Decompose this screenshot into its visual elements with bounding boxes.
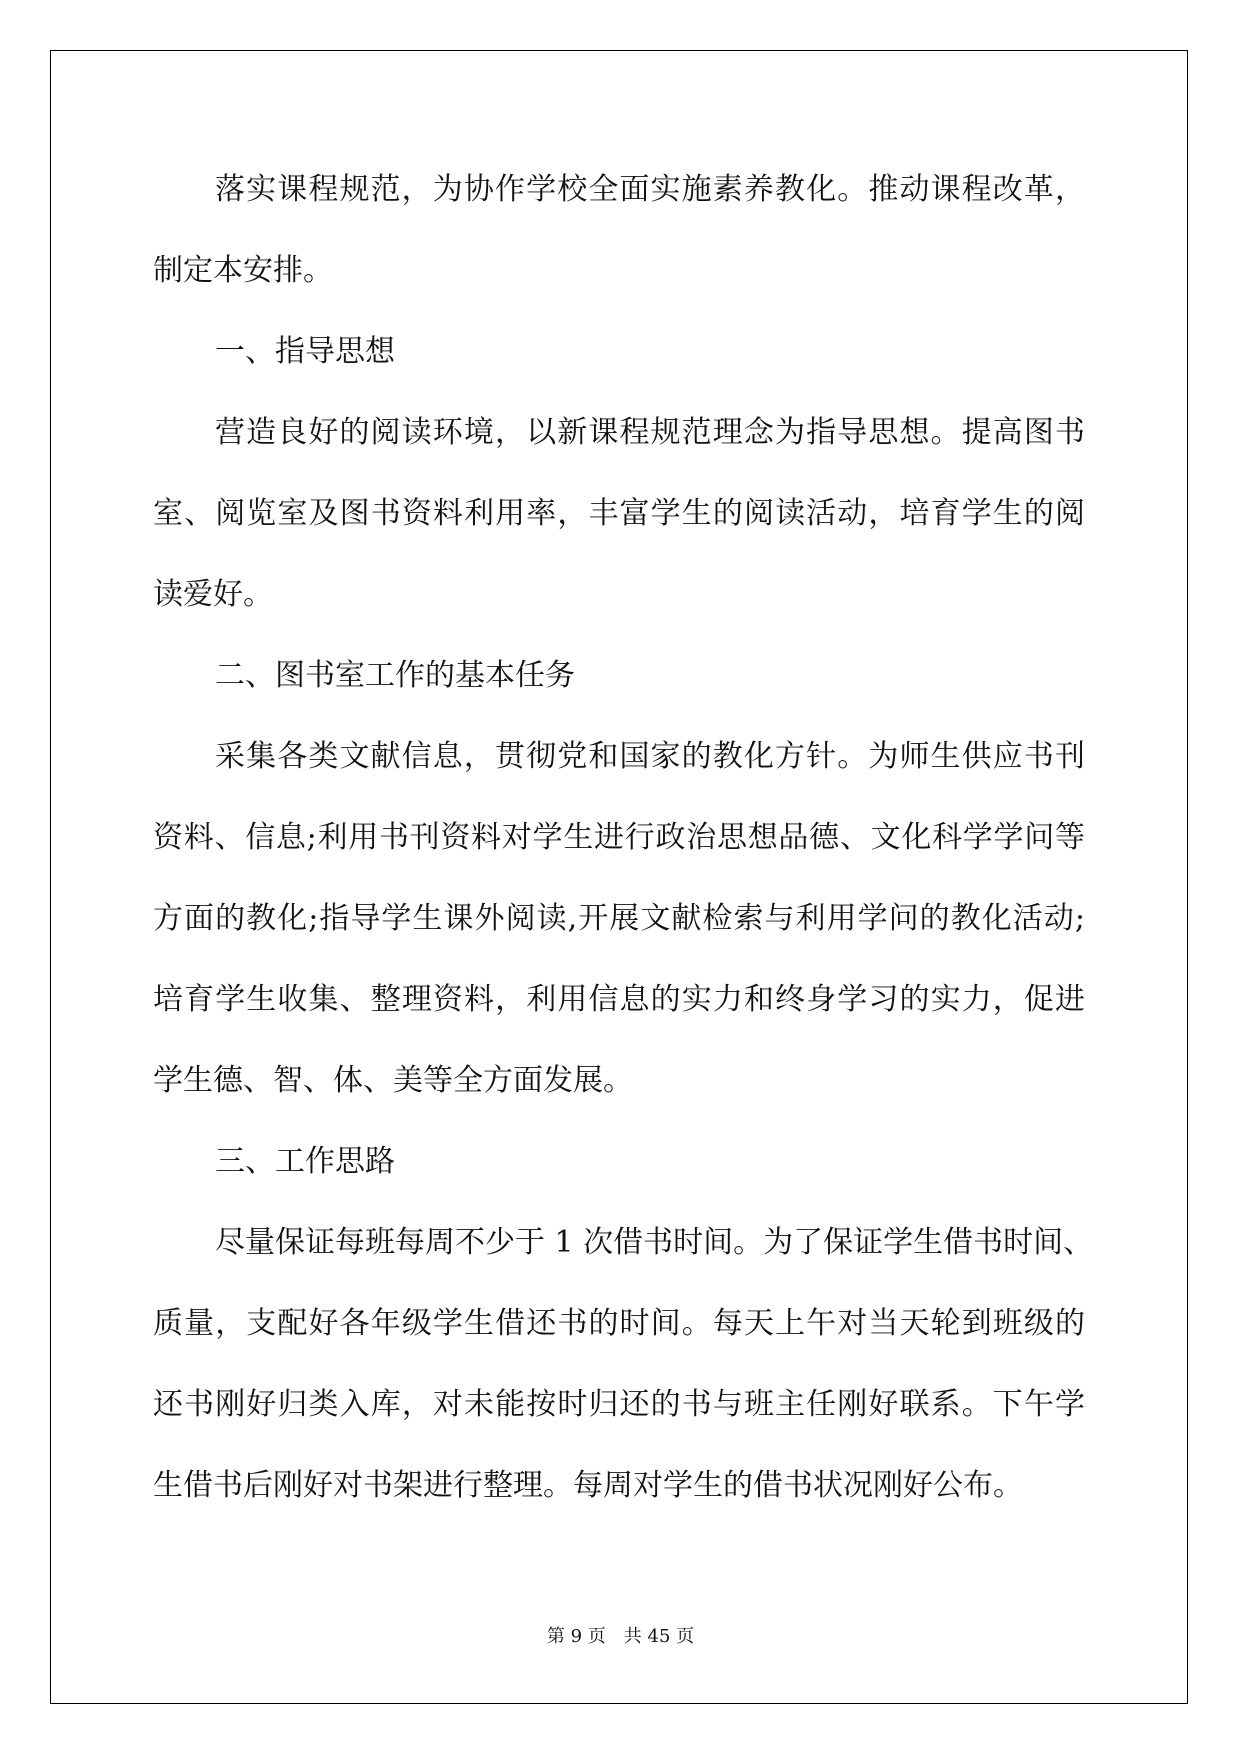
page-footer: 第 9 页 共 45 页 (546, 1626, 695, 1647)
paragraph-line: 采集各类文献信息，贯彻党和国家的教化方针。为师生供应书刊 (215, 739, 1085, 774)
section-heading: 二、图书室工作的基本任务 (215, 658, 575, 693)
paragraph-line: 还书刚好归类入库，对未能按时归还的书与班主任刚好联系。下午学 (153, 1387, 1085, 1422)
paragraph-line: 尽量保证每班每周不少于 1 次借书时间。为了保证学生借书时间、 (215, 1225, 1094, 1260)
document-body (153, 168, 1094, 1545)
paragraph-line: 制定本安排。 (153, 253, 333, 288)
section-heading: 三、工作思路 (215, 1144, 395, 1179)
paragraph-line: 室、阅览室及图书资料利用率，丰富学生的阅读活动，培育学生的阅 (153, 496, 1085, 531)
paragraph-line: 学生德、智、体、美等全方面发展。 (153, 1063, 633, 1098)
paragraph-line: 质量，支配好各年级学生借还书的时间。每天上午对当天轮到班级的 (153, 1306, 1085, 1341)
paragraph-line: 生借书后刚好对书架进行整理。每周对学生的借书状况刚好公布。 (153, 1468, 1023, 1503)
paragraph-line: 营造良好的阅读环境，以新课程规范理念为指导思想。提高图书 (215, 415, 1085, 450)
paragraph-line: 落实课程规范，为协作学校全面实施素养教化。推动课程改革， (215, 172, 1085, 207)
paragraph-line: 方面的教化;指导学生课外阅读,开展文献检索与利用学问的教化活动; (153, 901, 1085, 936)
paragraph-line: 培育学生收集、整理资料，利用信息的实力和终身学习的实力，促进 (153, 982, 1085, 1017)
paragraph-line: 读爱好。 (153, 577, 273, 612)
paragraph-line: 资料、信息;利用书刊资料对学生进行政治思想品德、文化科学学问等 (153, 820, 1085, 855)
section-heading: 一、指导思想 (215, 334, 395, 369)
